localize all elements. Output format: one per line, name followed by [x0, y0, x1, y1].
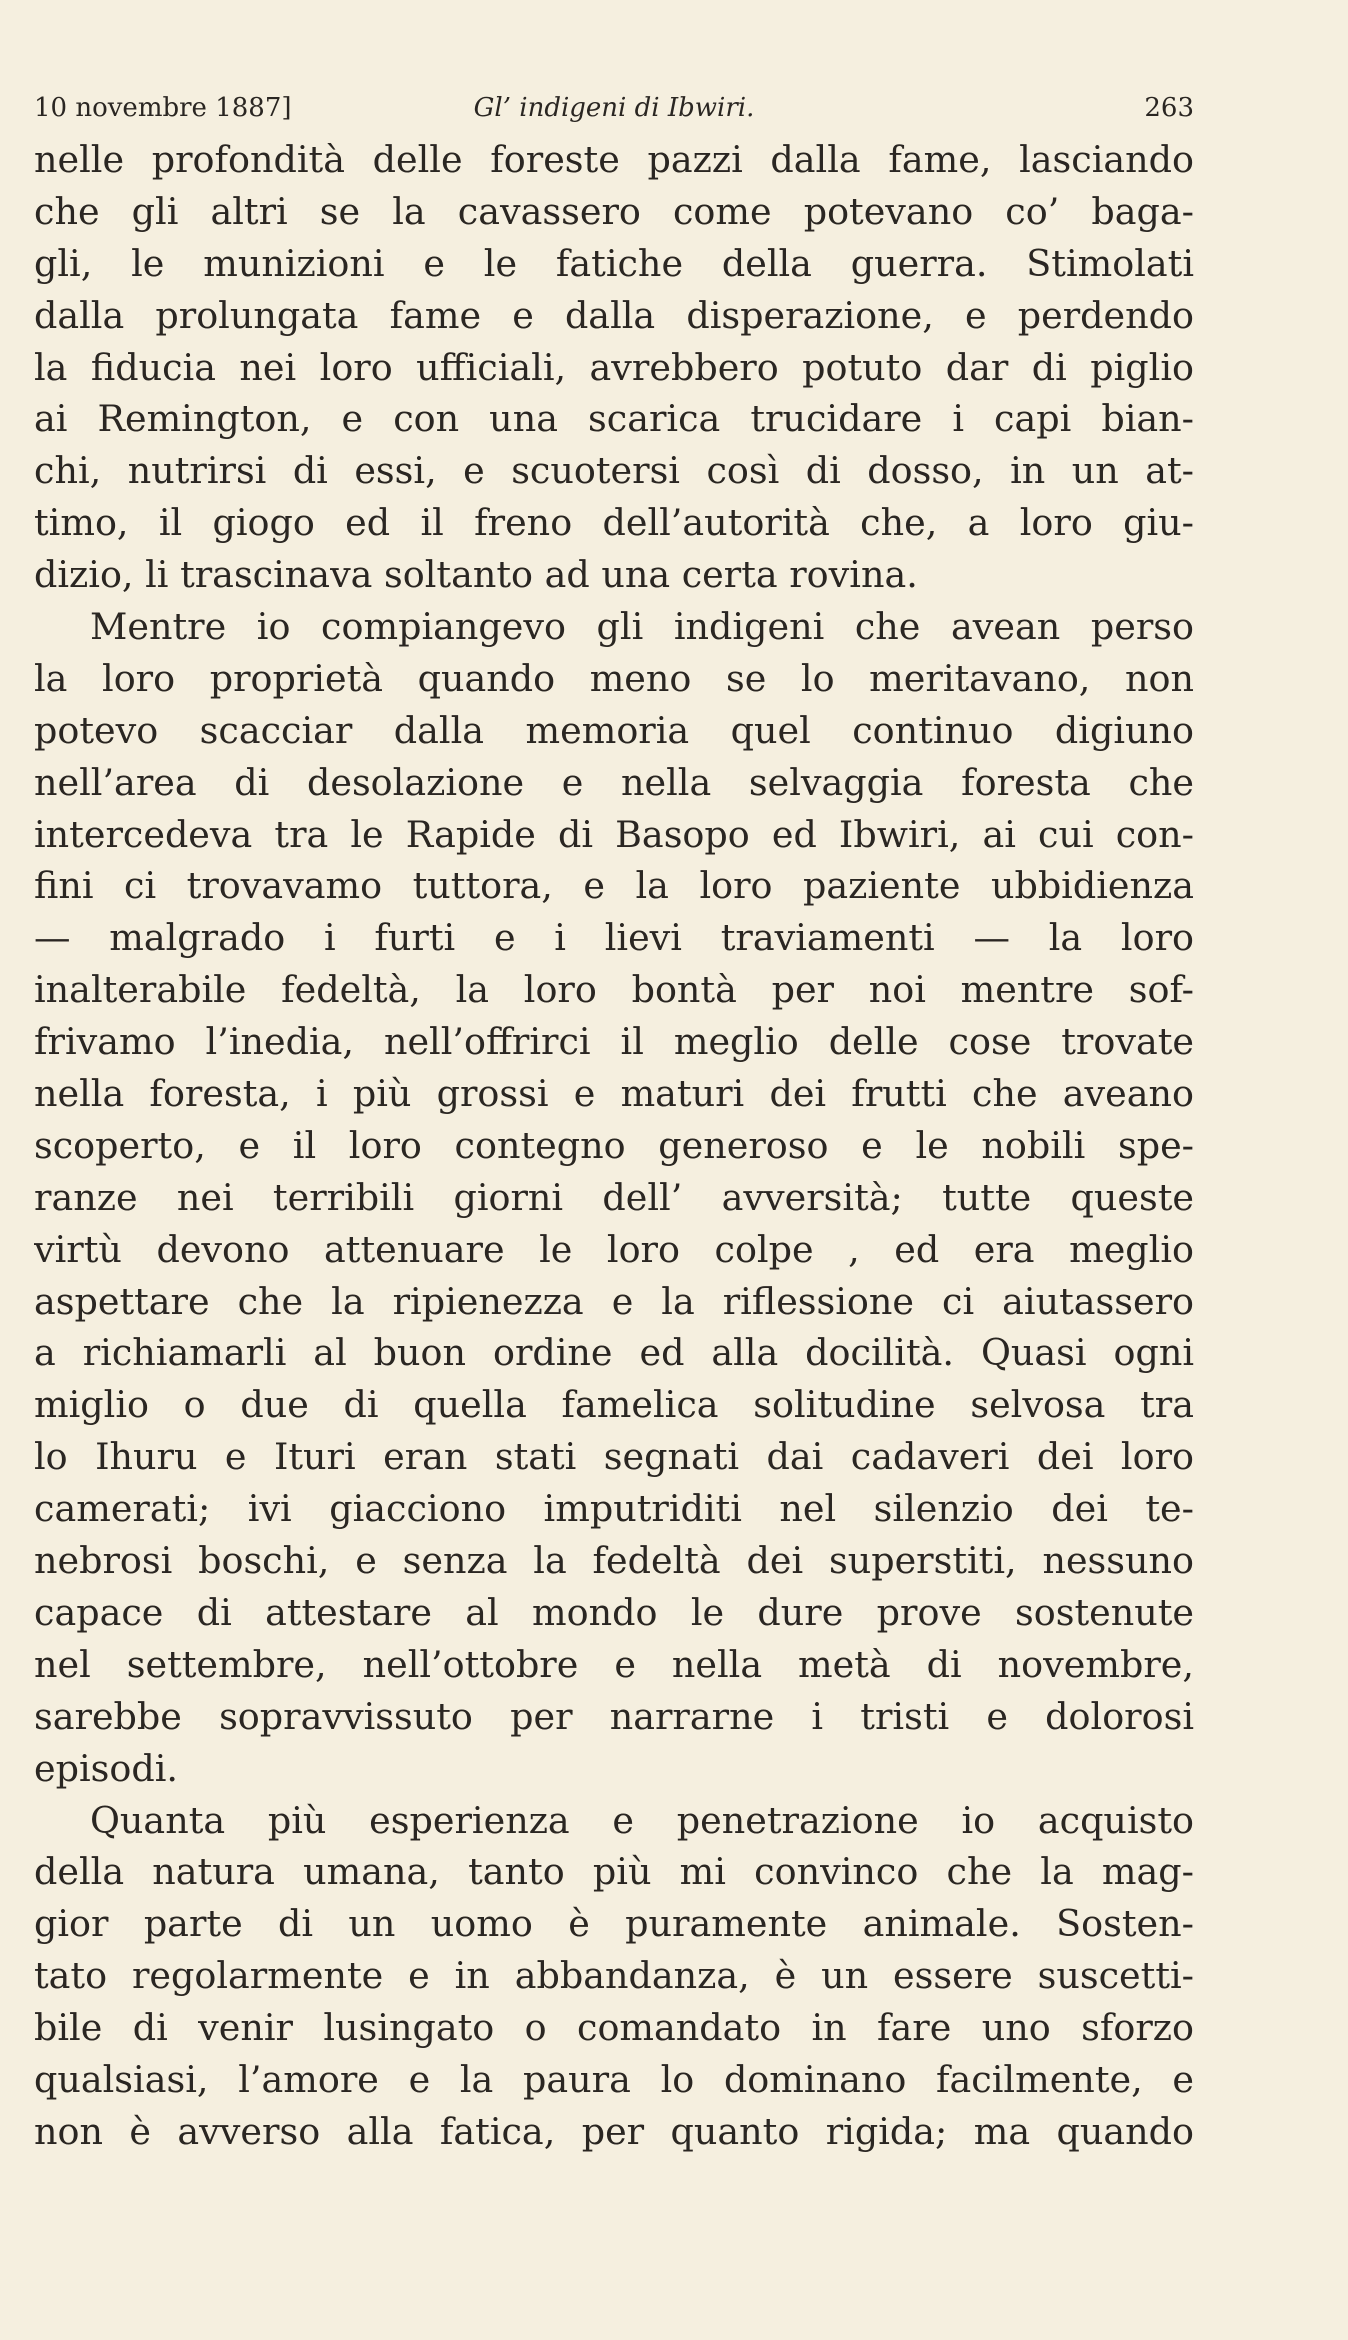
text-line: Mentre io compiangevo gli indigeni che avean perso: [90, 605, 1194, 649]
text-line: fini ci trovavamo tuttora, e la loro paziente ubbidienza: [34, 864, 1194, 908]
text-line: virtù devono attenuare le loro colpe , ed era meglio: [34, 1227, 1194, 1271]
text-line: frivamo l’inedia, nell’offrirci il meglio delle cose trovate: [34, 1020, 1194, 1064]
text-line: lo Ihuru e Ituri eran stati segnati dai cadaveri dei loro: [34, 1435, 1194, 1479]
text-line: gior parte di un uomo è puramente animale. Sosten-: [34, 1902, 1194, 1946]
body-text: [34, 134, 1194, 2158]
running-header: [34, 88, 1194, 128]
text-line: nelle profondità delle foreste pazzi dalla fame, lasciando: [34, 138, 1194, 181]
header-title: Gl’ indigeni di Ibwiri.: [473, 93, 755, 123]
text-line: a richiamarli al buon ordine ed alla docilità. Quasi ogni: [34, 1331, 1194, 1375]
text-line: camerati; ivi giacciono imputriditi nel silenzio dei te-: [34, 1487, 1194, 1531]
text-line: nebrosi boschi, e senza la fedeltà dei superstiti, nessuno: [34, 1539, 1194, 1583]
text-line: capace di attestare al mondo le dure prove sostenute: [34, 1590, 1194, 1634]
text-line: Quanta più esperienza e penetrazione io acquisto: [90, 1798, 1194, 1842]
text-line: episodi.: [34, 1746, 178, 1790]
text-line: scoperto, e il loro contegno generoso e le nobili spe-: [34, 1123, 1194, 1167]
text-line: chi, nutrirsi di essi, e scuotersi così di dosso, in un at-: [34, 449, 1194, 493]
text-line: — malgrado i furti e i lievi traviamenti — la loro: [34, 916, 1194, 960]
page-number: 263: [1144, 93, 1194, 123]
text-line: che gli altri se la cavassero come potevano co’ baga-: [34, 189, 1194, 233]
text-line: inalterabile fedeltà, la loro bontà per noi mentre sof-: [34, 968, 1194, 1012]
text-line: qualsiasi, l’amore e la paura lo dominano facilmente, e: [34, 2057, 1194, 2101]
text-line: sarebbe sopravvissuto per narrarne i tristi e dolorosi: [34, 1694, 1194, 1738]
text-line: nella foresta, i più grossi e maturi dei frutti che aveano: [34, 1072, 1194, 1116]
text-line: ai Remington, e con una scarica trucidare i capi bian-: [34, 397, 1194, 441]
text-line: la fiducia nei loro ufficiali, avrebbero potuto dar di piglio: [34, 345, 1194, 389]
text-line: la loro proprietà quando meno se lo meritavano, non: [34, 656, 1194, 700]
text-line: miglio o due di quella famelica solitudine selvosa tra: [34, 1383, 1194, 1427]
text-line: gli, le munizioni e le fatiche della guerra. Stimolati: [34, 241, 1194, 285]
text-line: timo, il giogo ed il freno dell’autorità che, a loro giu-: [34, 501, 1194, 545]
text-line: potevo scacciar dalla memoria quel continuo digiuno: [34, 708, 1194, 752]
text-line: non è avverso alla fatica, per quanto rigida; ma quando: [34, 2109, 1194, 2153]
header-date: 10 novembre 1887]: [34, 93, 292, 123]
text-line: dizio, li trascinava soltanto ad una certa rovina.: [34, 553, 918, 597]
text-line: nel settembre, nell’ottobre e nella metà di novembre,: [34, 1642, 1194, 1686]
text-line: dalla prolungata fame e dalla disperazione, e perdendo: [34, 293, 1194, 337]
text-line: nell’area di desolazione e nella selvaggia foresta che: [34, 760, 1194, 804]
text-line: intercedeva tra le Rapide di Basopo ed Ibwiri, ai cui con-: [34, 812, 1194, 856]
text-line: ranze nei terribili giorni dell’ avversità; tutte queste: [34, 1175, 1194, 1219]
text-line: bile di venir lusingato o comandato in fare uno sforzo: [34, 2006, 1194, 2050]
text-line: della natura umana, tanto più mi convinco che la mag-: [34, 1850, 1194, 1894]
text-line: tato regolarmente e in abbandanza, è un essere suscetti-: [34, 1954, 1194, 1998]
book-page: [34, 88, 1194, 2158]
text-line: aspettare che la ripienezza e la riflessione ci aiutassero: [34, 1279, 1194, 1323]
